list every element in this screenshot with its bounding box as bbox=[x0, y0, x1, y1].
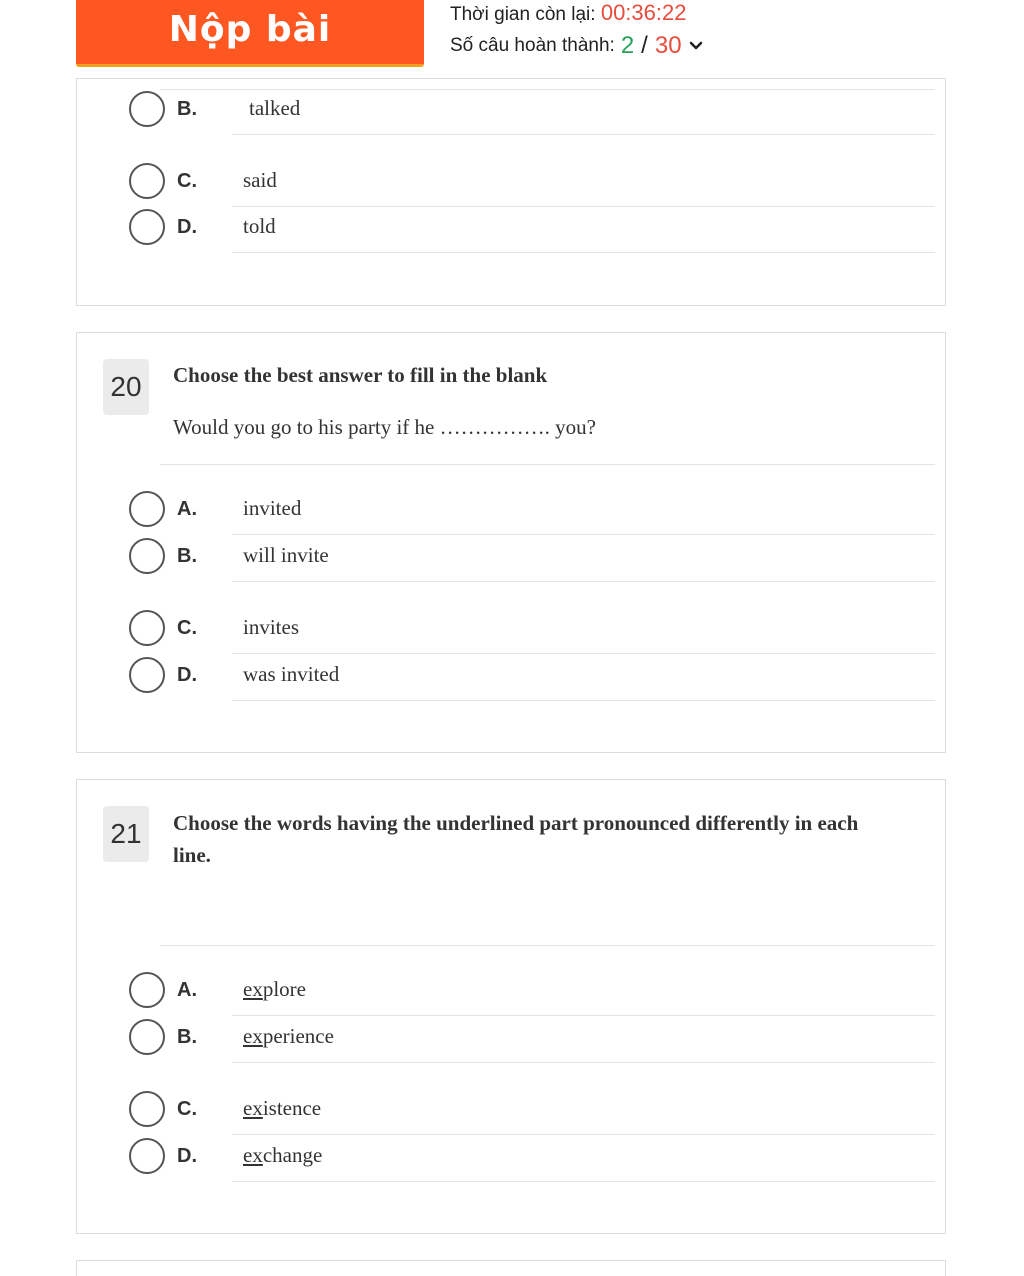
divider bbox=[232, 134, 935, 135]
divider bbox=[232, 581, 935, 582]
chevron-down-icon[interactable] bbox=[688, 38, 704, 54]
question-card-21 bbox=[76, 779, 946, 1234]
option-b[interactable] bbox=[129, 89, 935, 135]
option-text: was invited bbox=[243, 662, 340, 686]
question-number: 20 bbox=[103, 359, 149, 415]
option-letter: B. bbox=[177, 545, 197, 567]
question-prompt: Would you go to his party if he ……………. you? bbox=[173, 415, 596, 439]
option-letter: C. bbox=[177, 1098, 197, 1120]
radio-button[interactable] bbox=[129, 1019, 165, 1055]
option-text bbox=[243, 977, 306, 1002]
word-rest: change bbox=[262, 1143, 323, 1167]
option-text: invites bbox=[243, 615, 299, 639]
radio-button[interactable] bbox=[129, 972, 165, 1008]
word-rest: plore bbox=[262, 977, 306, 1001]
option-letter: D. bbox=[177, 216, 197, 238]
option-letter: A. bbox=[177, 498, 197, 520]
option-letter: C. bbox=[177, 617, 197, 639]
question-title: Choose the best answer to fill in the blank bbox=[173, 363, 548, 387]
option-text: told bbox=[243, 214, 276, 238]
option-c[interactable] bbox=[129, 1089, 935, 1135]
submit-button[interactable]: Nộp bài bbox=[76, 0, 424, 67]
radio-button[interactable] bbox=[129, 491, 165, 527]
option-text: will invite bbox=[243, 543, 329, 567]
option-text: talked bbox=[249, 96, 301, 120]
option-text bbox=[243, 1143, 322, 1168]
option-text: invited bbox=[243, 496, 302, 520]
divider bbox=[232, 1181, 935, 1182]
underlined-part: ex bbox=[243, 1096, 263, 1120]
option-letter: D. bbox=[177, 664, 197, 686]
radio-button[interactable] bbox=[129, 91, 165, 127]
divider bbox=[160, 464, 935, 465]
radio-button[interactable] bbox=[129, 163, 165, 199]
option-b[interactable] bbox=[129, 536, 935, 582]
divider bbox=[232, 1134, 935, 1135]
question-card-20 bbox=[76, 332, 946, 753]
divider bbox=[160, 945, 935, 946]
radio-button[interactable] bbox=[129, 209, 165, 245]
divider bbox=[232, 252, 935, 253]
divider bbox=[232, 534, 935, 535]
option-d[interactable] bbox=[129, 207, 935, 253]
divider bbox=[232, 700, 935, 701]
progress-total: 30 bbox=[654, 32, 682, 59]
divider bbox=[232, 1062, 935, 1063]
question-title: Choose the words having the underlined part pronounced differently in each line. bbox=[173, 811, 859, 867]
radio-button[interactable] bbox=[129, 1091, 165, 1127]
option-text bbox=[243, 1096, 321, 1121]
option-a[interactable] bbox=[129, 489, 935, 535]
timer bbox=[450, 0, 686, 26]
option-letter: A. bbox=[177, 979, 197, 1001]
header-bar bbox=[0, 0, 1024, 72]
radio-button[interactable] bbox=[129, 538, 165, 574]
time-label: Thời gian còn lại: bbox=[450, 4, 596, 25]
time-value: 00:36:22 bbox=[600, 0, 687, 25]
option-text bbox=[243, 1024, 334, 1049]
word-rest: perience bbox=[262, 1024, 334, 1048]
progress-separator: / bbox=[641, 32, 648, 59]
radio-button[interactable] bbox=[129, 657, 165, 693]
divider bbox=[232, 653, 935, 654]
option-letter: D. bbox=[177, 1145, 197, 1167]
progress-label: Số câu hoàn thành: bbox=[450, 35, 615, 56]
radio-button[interactable] bbox=[129, 610, 165, 646]
progress-counter[interactable] bbox=[450, 32, 704, 60]
radio-button[interactable] bbox=[129, 1138, 165, 1174]
underlined-part: ex bbox=[243, 1024, 263, 1048]
option-c[interactable] bbox=[129, 608, 935, 654]
option-letter: C. bbox=[177, 170, 197, 192]
option-letter: B. bbox=[177, 98, 197, 120]
option-b[interactable] bbox=[129, 1017, 935, 1063]
option-a[interactable] bbox=[129, 970, 935, 1016]
option-letter: B. bbox=[177, 1026, 197, 1048]
question-number: 21 bbox=[103, 806, 149, 862]
question-card-next bbox=[76, 1260, 946, 1276]
option-c[interactable] bbox=[129, 161, 935, 207]
word-rest: istence bbox=[262, 1096, 322, 1120]
option-text: said bbox=[243, 168, 277, 192]
underlined-part: ex bbox=[243, 977, 263, 1001]
option-d[interactable] bbox=[129, 655, 935, 701]
question-card-19 bbox=[76, 78, 946, 306]
option-d[interactable] bbox=[129, 1136, 935, 1182]
underlined-part: ex bbox=[243, 1143, 263, 1167]
divider bbox=[232, 1015, 935, 1016]
progress-done: 2 bbox=[620, 32, 635, 59]
